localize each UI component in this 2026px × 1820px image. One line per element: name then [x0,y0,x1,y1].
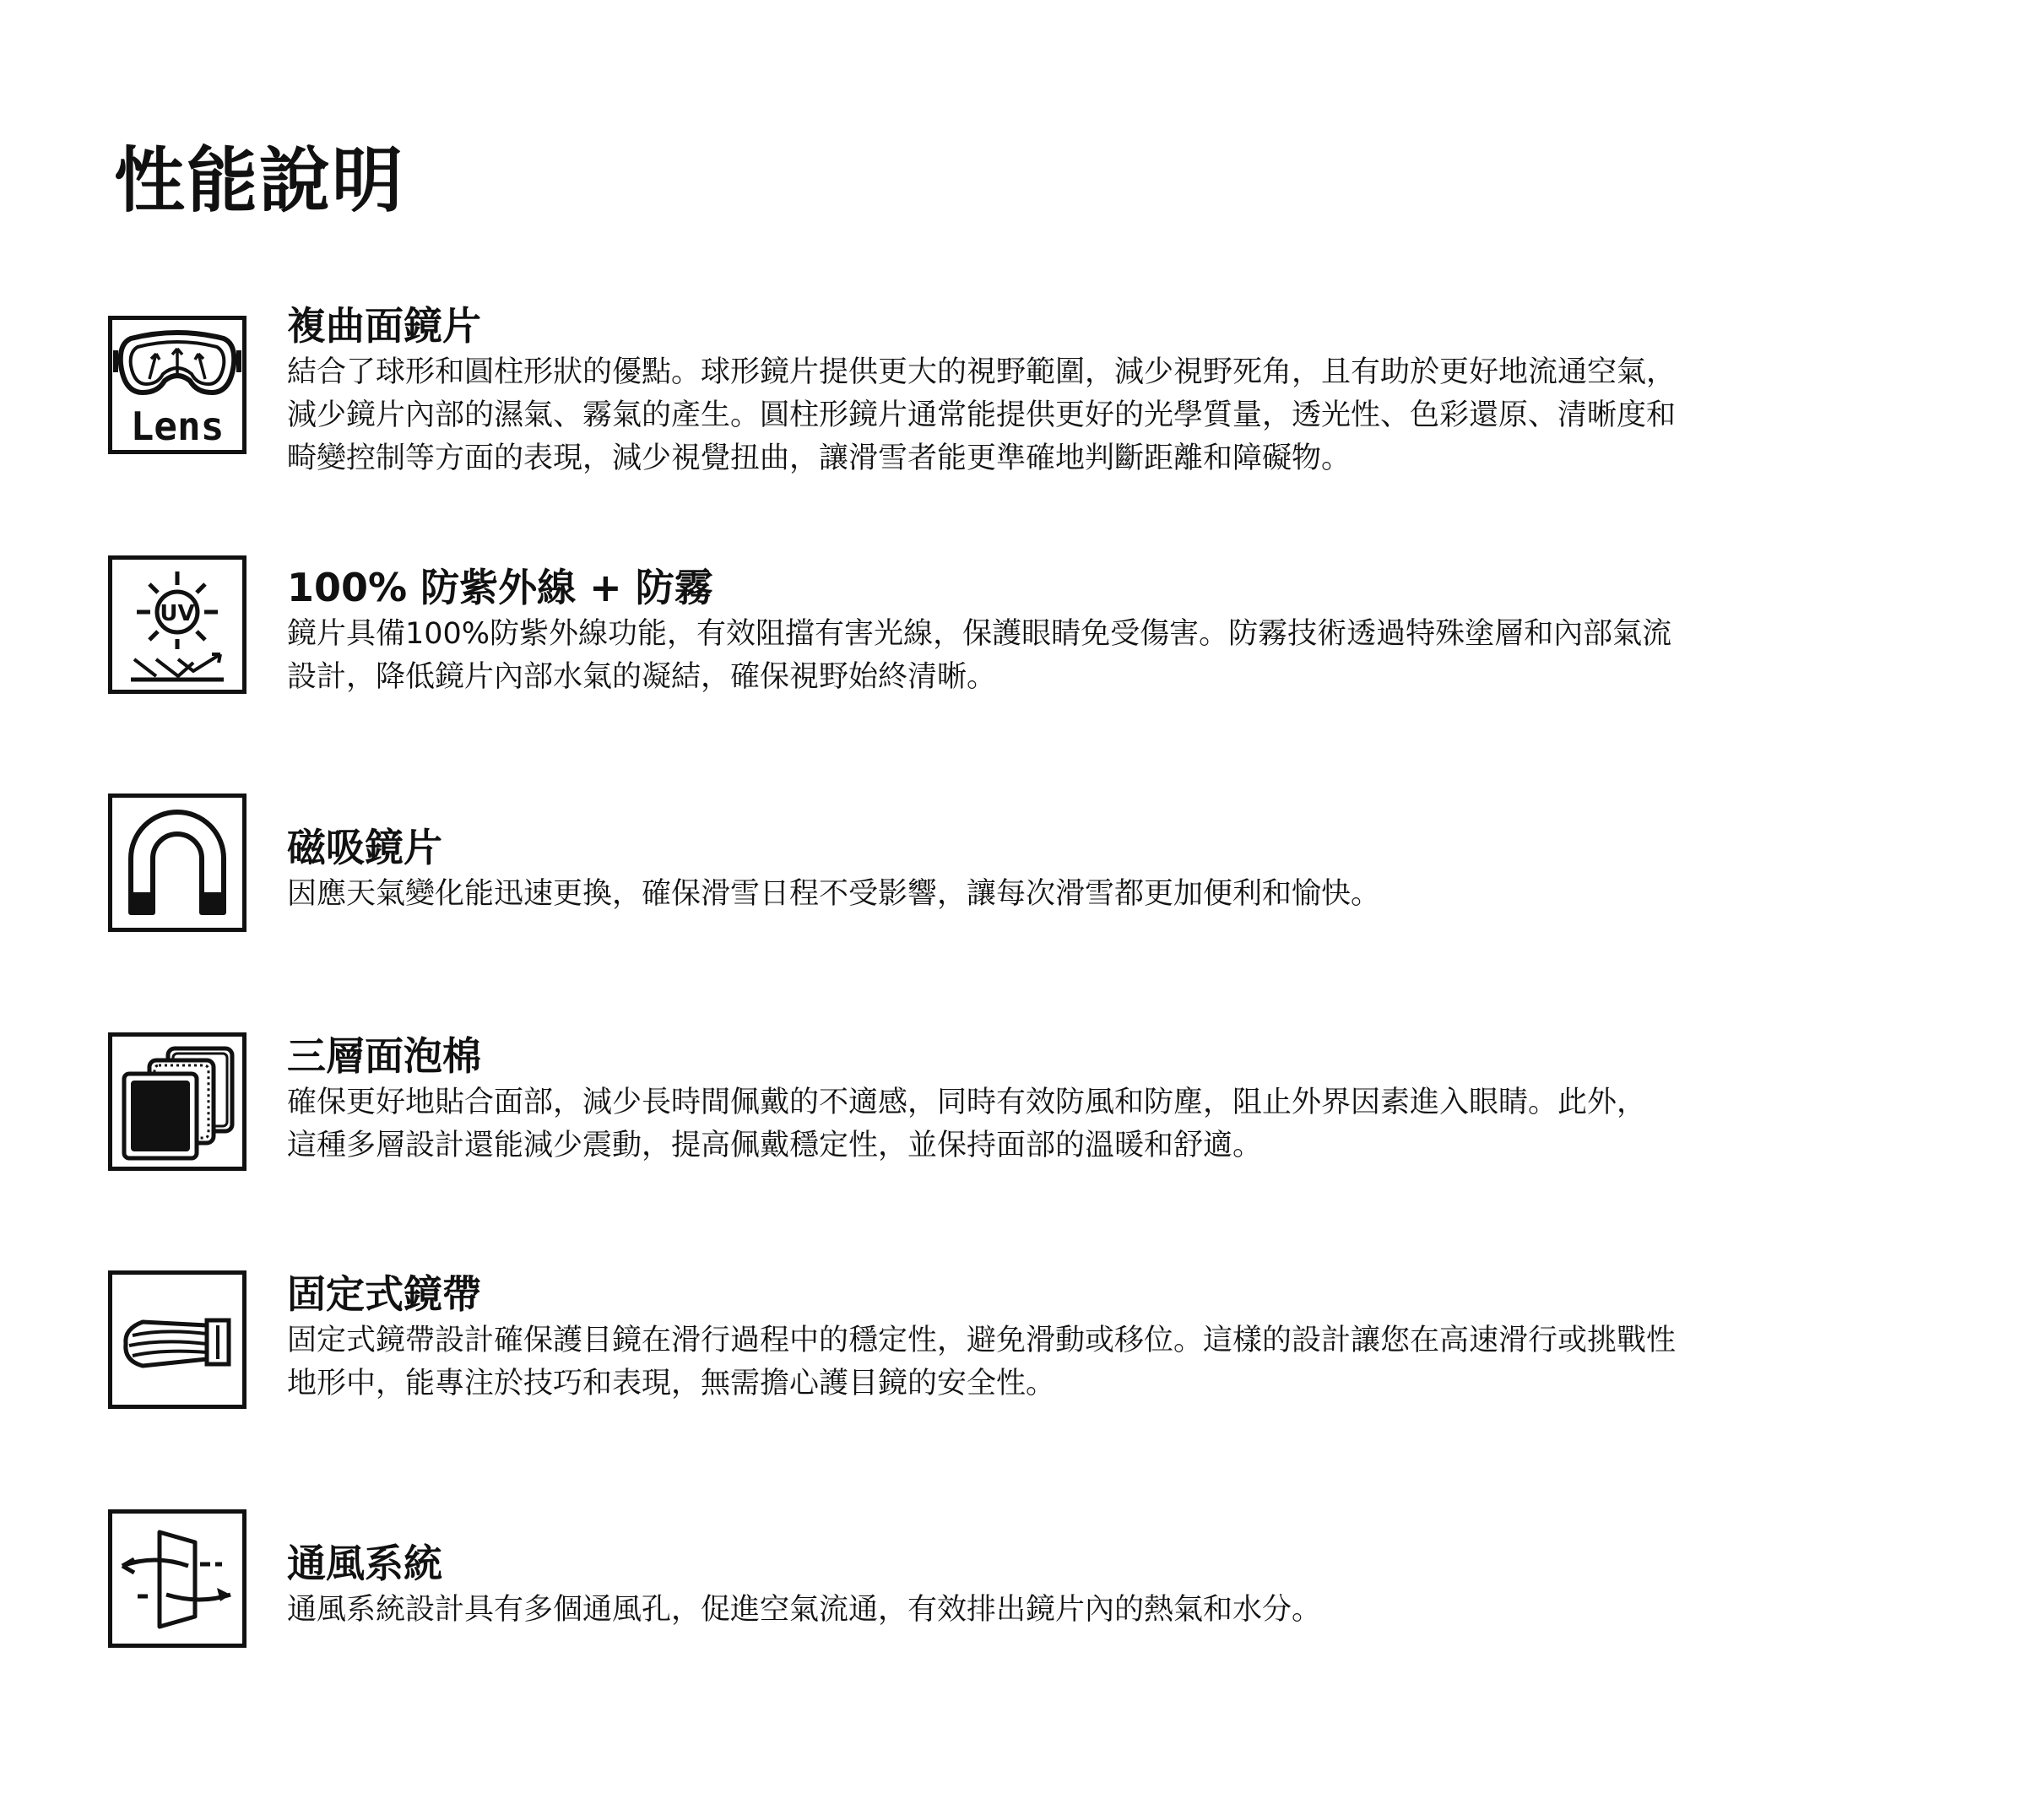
feature-title: 複曲面鏡片 [287,303,481,349]
feature-title: 固定式鏡帶 [287,1271,481,1317]
strap-icon [108,1270,246,1409]
feature-title: 三層面泡棉 [287,1033,481,1079]
page-title: 性能說明 [114,139,405,222]
feature-title: 通風系統 [287,1541,442,1586]
feature-title: 磁吸鏡片 [287,825,442,870]
svg-text:Lens: Lens [130,404,225,449]
ventilation-icon [108,1509,246,1648]
uv-sun-icon [108,555,246,694]
feature-description: 固定式鏡帶設計確保護目鏡在滑行過程中的穩定性，避免滑動或移位。這樣的設計讓您在高速滑行或挑戰性 地形中，能專注於技巧和表現，無需擔心護目鏡的安全性。 [287,1324,1677,1400]
feature-description: 確保更好地貼合面部，減少長時間佩戴的不適感，同時有效防風和防塵，阻止外界因素進入眼睛。此外， 這種多層設計還能減少震動，提高佩戴穩定性，並保持面部的溫暖和舒適。 [287,1086,1647,1162]
magnet-icon [108,794,246,932]
feature-description: 結合了球形和圓柱形狀的優點。球形鏡片提供更大的視野範圍，減少視野死角，且有助於更好地流通空氣， 減少鏡片內部的濕氣、霧氣的產生。圓柱形鏡片通常能提供更好的光學質量，透光性、色彩還原、清晰度和 畸變控制等方面的表現，減少視覺扭曲，讓滑雪者能更準確地判斷距離和障礙物。 [287,355,1677,475]
feature-description: 因應天氣變化能迅速更換，確保滑雪日程不受影響，讓每次滑雪都更加便利和愉快。 [287,877,1381,911]
lens-icon [108,316,246,454]
svg-text:UV: UV [160,601,195,626]
feature-title: 100% 防紫外線 + 防霧 [287,565,713,610]
feature-description: 通風系統設計具有多個通風孔，促進空氣流通，有效排出鏡片內的熱氣和水分。 [287,1593,1322,1627]
feature-description: 鏡片具備100%防紫外線功能，有效阻擋有害光線，保護眼睛免受傷害。防霧技術透過特殊塗層和內部氣流 設計，降低鏡片內部水氣的凝結，確保視野始終清晰。 [287,617,1672,694]
foam-layers-icon [108,1032,246,1171]
